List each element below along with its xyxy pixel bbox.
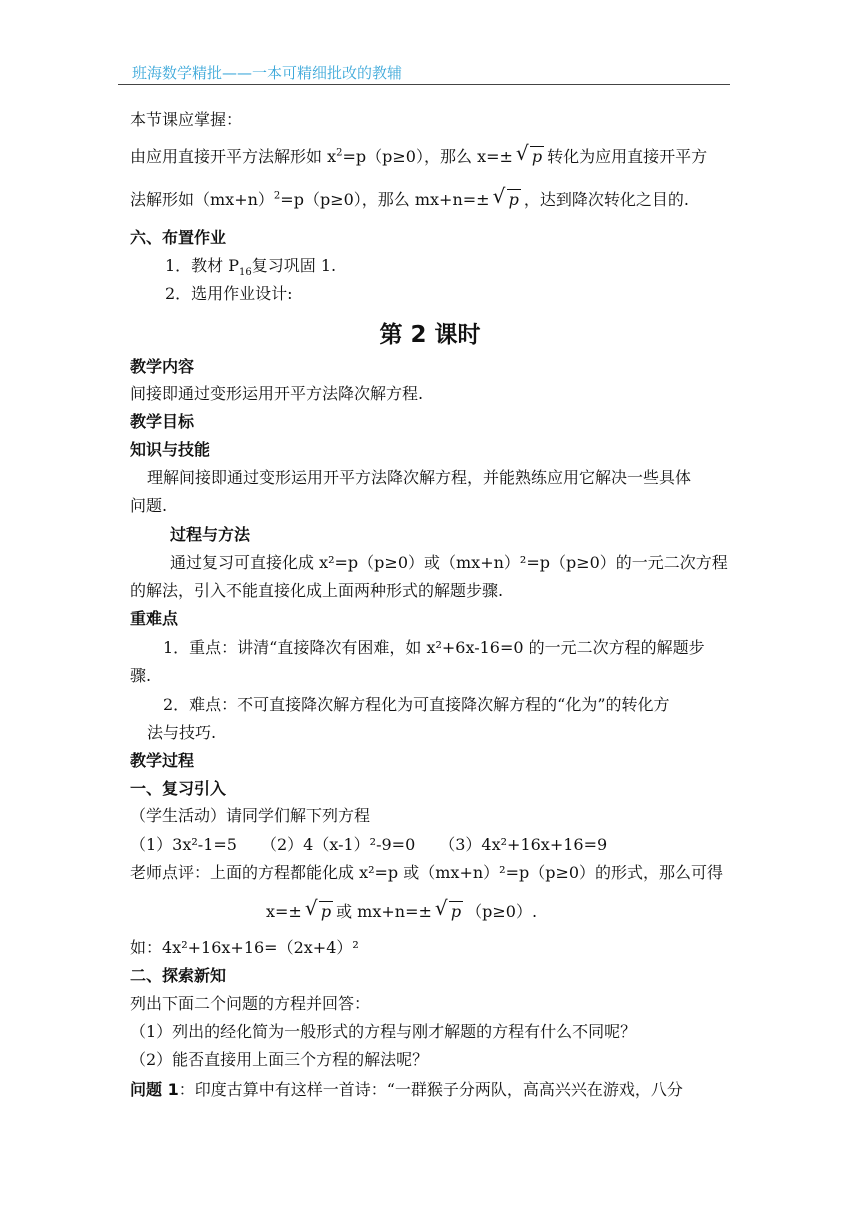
header-divider [118, 84, 730, 85]
sqrt-radical: √ [492, 184, 506, 208]
lesson-title: 第 2 课时 [379, 322, 481, 348]
comment-line-2 [266, 896, 538, 922]
summary-l2-c: ，达到降次转化之目的. [523, 190, 689, 209]
homework-item-1 [165, 256, 337, 279]
comment-line-1: 老师点评：上面的方程都能化成 x²=p 或（mx+n）²=p（p≥0）的形式，那么可得 [130, 863, 724, 882]
comment-2b: 或 mx+n=± [336, 902, 432, 921]
key-point-2b: 法与技巧. [147, 723, 217, 742]
sqrt-var: p [320, 902, 332, 921]
skill-text-2: 问题. [130, 496, 168, 515]
problem-1-label: 问题 1 [130, 1080, 179, 1099]
explore-question-1: （1）列出的经化简为一般形式的方程与刚才解题的方程有什么不同呢？ [130, 1022, 637, 1041]
skill-text-1: 理解间接即通过变形运用开平方法降次解方程，并能熟练应用它解决一些具体 [147, 468, 692, 487]
content-text: 间接即通过变形运用开平方法降次解方程. [130, 384, 424, 403]
sqrt-p-3 [304, 896, 333, 922]
problem-1-text: ：印度古算中有这样一首诗：“一群猴子分两队，高高兴兴在游戏，八分 [178, 1080, 683, 1099]
explore-question-2: （2）能否直接用上面三个方程的解法呢？ [130, 1050, 429, 1069]
summary-l1-a: 由应用直接开平方法解形如 x [130, 147, 337, 166]
problem-1-line [130, 1080, 683, 1100]
sqrt-p-4 [434, 896, 463, 922]
summary-l1-c: 转化为应用直接开平方 [547, 147, 708, 166]
review-activity: （学生活动）请同学们解下列方程 [130, 806, 371, 825]
summary-intro: 本节课应掌握： [130, 110, 243, 129]
summary-line-2 [130, 184, 689, 210]
summary-line-1 [130, 141, 708, 167]
review-heading: 一、复习引入 [130, 779, 227, 798]
sqrt-radical: √ [515, 141, 529, 165]
summary-l2-a: 法解形如（mx+n） [130, 190, 274, 209]
explore-heading: 二、探索新知 [130, 966, 227, 985]
process-text-2: 的解法，引入不能直接化成上面两种形式的解题步骤. [130, 581, 504, 600]
hw1-sub: 16 [239, 267, 252, 279]
sqrt-var: p [531, 147, 543, 166]
summary-l1-b: =p（p≥0），那么 x=± [342, 147, 513, 166]
summary-l2-b: =p（p≥0），那么 mx+n=± [280, 190, 490, 209]
summary-l1-sup: 2 [336, 147, 343, 159]
comment-2c: （p≥0）. [466, 902, 538, 921]
sqrt-var: p [508, 190, 519, 209]
hw1-b: 复习巩固 1. [251, 256, 337, 275]
goal-heading: 教学目标 [130, 412, 195, 431]
sqrt-radical: √ [304, 896, 318, 920]
sqrt-p-1 [515, 141, 544, 167]
key-point-1a: 1．重点：讲清“直接降次有困难，如 x²+6x-16=0 的一元二次方程的解题步 [163, 638, 705, 657]
sqrt-radical: √ [434, 896, 448, 920]
key-heading: 重难点 [130, 609, 179, 628]
process2-heading: 教学过程 [130, 751, 195, 770]
content-heading: 教学内容 [130, 357, 195, 376]
homework-heading: 六、布置作业 [130, 228, 227, 247]
skill-heading: 知识与技能 [130, 440, 211, 459]
sqrt-p-2 [492, 184, 521, 210]
summary-l2-sup: 2 [273, 190, 281, 202]
explore-intro: 列出下面二个问题的方程并回答： [130, 994, 371, 1013]
comment-2a: x=± [266, 902, 302, 921]
review-equations: （1）3x²-1=5 （2）4（x-1）²-9=0 （3）4x²+16x+16=9 [130, 835, 608, 854]
process-text-1: 通过复习可直接化成 x²=p（p≥0）或（mx+n）²=p（p≥0）的一元二次方程 [170, 553, 728, 572]
key-point-1b: 骤. [130, 666, 152, 685]
process-heading: 过程与方法 [170, 525, 251, 544]
example-line: 如：4x²+16x+16=（2x+4）² [130, 938, 359, 957]
key-point-2a: 2．难点：不可直接降次解方程化为可直接降次解方程的“化为”的转化方 [163, 695, 670, 714]
header-title: 班海数学精批——一本可精细批改的教辅 [132, 64, 403, 82]
homework-item-2: 2．选用作业设计: [165, 284, 293, 303]
hw1-a: 1．教材 P [165, 256, 240, 275]
sqrt-var: p [450, 902, 462, 921]
